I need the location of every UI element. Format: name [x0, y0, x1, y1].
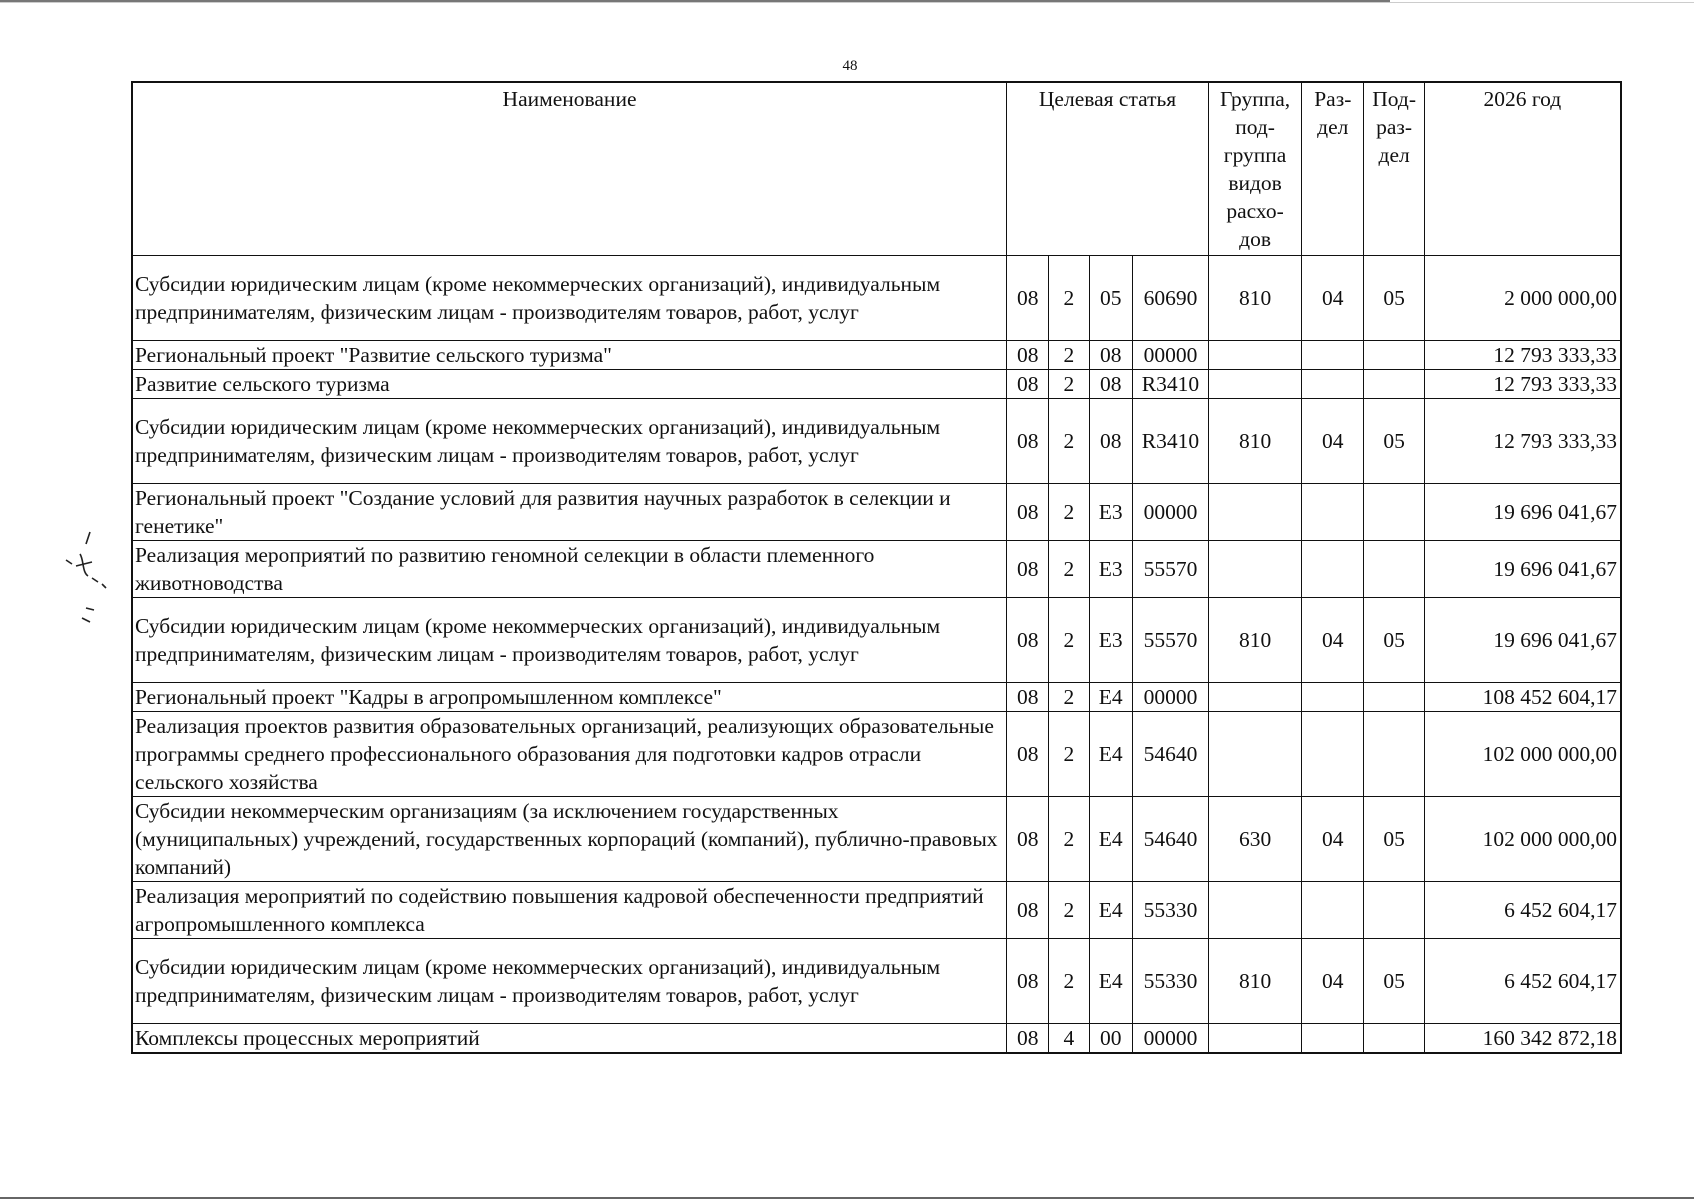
cell-group — [1209, 484, 1302, 541]
cell-name: Субсидии юридическим лицам (кроме некоммерческих организаций), индивидуальным предпринимателям, физическим лицам - производителям товаров, работ, услуг — [132, 939, 1007, 1024]
cell-name: Реализация проектов развития образовательных организаций, реализующих образовательные программы среднего профессионального образования для подготовки кадров отрасли сельского хозяйства — [132, 712, 1007, 797]
scan-bottom-edge — [0, 1197, 1694, 1199]
header-expense-group: Группа, под- группа видов расхо- дов — [1209, 82, 1302, 256]
cell-group: 810 — [1209, 598, 1302, 683]
table-row — [132, 797, 1621, 882]
cell-subprogram: 2 — [1049, 541, 1089, 598]
cell-name: Субсидии некоммерческим организациям (за исключением государственных (муниципальных) учреждений, государственных корпораций (компаний), публично-правовых компаний) — [132, 797, 1007, 882]
cell-subsection — [1364, 484, 1424, 541]
cell-subsection — [1364, 1024, 1424, 1054]
header-name: Наименование — [132, 82, 1007, 256]
cell-program: 08 — [1007, 341, 1049, 370]
cell-event: 08 — [1089, 370, 1132, 399]
cell-group: 630 — [1209, 797, 1302, 882]
table-row — [132, 1024, 1621, 1054]
cell-amount: 6 452 604,17 — [1424, 882, 1621, 939]
header-section: Раз- дел — [1302, 82, 1364, 256]
cell-group — [1209, 541, 1302, 598]
cell-subsection: 05 — [1364, 598, 1424, 683]
cell-subprogram: 2 — [1049, 939, 1089, 1024]
cell-section: 04 — [1302, 256, 1364, 341]
cell-subsection — [1364, 370, 1424, 399]
cell-group — [1209, 712, 1302, 797]
cell-subprogram: 2 — [1049, 683, 1089, 712]
budget-table — [131, 81, 1622, 1054]
cell-program: 08 — [1007, 484, 1049, 541]
cell-subsection: 05 — [1364, 256, 1424, 341]
cell-program: 08 — [1007, 712, 1049, 797]
cell-name: Субсидии юридическим лицам (кроме некоммерческих организаций), индивидуальным предпринимателям, физическим лицам - производителям товаров, работ, услуг — [132, 399, 1007, 484]
cell-name: Субсидии юридическим лицам (кроме некоммерческих организаций), индивидуальным предпринимателям, физическим лицам - производителям товаров, работ, услуг — [132, 256, 1007, 341]
cell-direction: 55570 — [1132, 598, 1208, 683]
cell-section — [1302, 541, 1364, 598]
scan-top-edge-shadow — [0, 2, 1694, 3]
cell-group — [1209, 882, 1302, 939]
cell-section — [1302, 683, 1364, 712]
cell-group: 810 — [1209, 399, 1302, 484]
page-number: 48 — [842, 58, 858, 74]
cell-program: 08 — [1007, 683, 1049, 712]
cell-event: 00 — [1089, 1024, 1132, 1054]
cell-direction: 55330 — [1132, 882, 1208, 939]
table-row — [132, 484, 1621, 541]
cell-amount: 19 696 041,67 — [1424, 541, 1621, 598]
cell-subsection — [1364, 882, 1424, 939]
cell-amount: 19 696 041,67 — [1424, 598, 1621, 683]
table-row — [132, 341, 1621, 370]
cell-section — [1302, 712, 1364, 797]
cell-event: E3 — [1089, 598, 1132, 683]
cell-group — [1209, 1024, 1302, 1054]
table-row — [132, 399, 1621, 484]
cell-amount: 160 342 872,18 — [1424, 1024, 1621, 1054]
cell-section — [1302, 484, 1364, 541]
cell-subsection — [1364, 683, 1424, 712]
cell-name: Региональный проект "Развитие сельского туризма" — [132, 341, 1007, 370]
cell-event: E4 — [1089, 797, 1132, 882]
table-row — [132, 598, 1621, 683]
cell-event: E4 — [1089, 882, 1132, 939]
table-row — [132, 683, 1621, 712]
cell-program: 08 — [1007, 797, 1049, 882]
cell-direction: 00000 — [1132, 341, 1208, 370]
cell-program: 08 — [1007, 939, 1049, 1024]
cell-name: Субсидии юридическим лицам (кроме некоммерческих организаций), индивидуальным предпринимателям, физическим лицам - производителям товаров, работ, услуг — [132, 598, 1007, 683]
cell-direction: 00000 — [1132, 484, 1208, 541]
cell-amount: 12 793 333,33 — [1424, 399, 1621, 484]
cell-program: 08 — [1007, 882, 1049, 939]
cell-name: Региональный проект "Кадры в агропромышленном комплексе" — [132, 683, 1007, 712]
cell-program: 08 — [1007, 256, 1049, 341]
cell-program: 08 — [1007, 1024, 1049, 1054]
cell-event: 08 — [1089, 399, 1132, 484]
cell-program: 08 — [1007, 370, 1049, 399]
cell-direction: R3410 — [1132, 370, 1208, 399]
cell-program: 08 — [1007, 598, 1049, 683]
cell-subsection: 05 — [1364, 399, 1424, 484]
cell-amount: 19 696 041,67 — [1424, 484, 1621, 541]
cell-event: E3 — [1089, 541, 1132, 598]
cell-subsection: 05 — [1364, 797, 1424, 882]
cell-subprogram: 2 — [1049, 399, 1089, 484]
cell-name: Региональный проект "Создание условий для развития научных разработок в селекции и генетике" — [132, 484, 1007, 541]
cell-group — [1209, 683, 1302, 712]
cell-subprogram: 2 — [1049, 370, 1089, 399]
cell-subsection: 05 — [1364, 939, 1424, 1024]
cell-direction: 54640 — [1132, 797, 1208, 882]
cell-program: 08 — [1007, 541, 1049, 598]
cell-amount: 102 000 000,00 — [1424, 797, 1621, 882]
table-header-row — [132, 82, 1621, 256]
cell-amount: 6 452 604,17 — [1424, 939, 1621, 1024]
cell-subsection — [1364, 541, 1424, 598]
cell-name: Развитие сельского туризма — [132, 370, 1007, 399]
cell-event: E4 — [1089, 683, 1132, 712]
cell-section: 04 — [1302, 797, 1364, 882]
cell-subprogram: 2 — [1049, 712, 1089, 797]
cell-group — [1209, 341, 1302, 370]
cell-subprogram: 2 — [1049, 256, 1089, 341]
cell-amount: 12 793 333,33 — [1424, 341, 1621, 370]
cell-direction: 54640 — [1132, 712, 1208, 797]
table-row — [132, 256, 1621, 341]
table-row — [132, 882, 1621, 939]
cell-name: Реализация мероприятий по содействию повышения кадровой обеспеченности предприятий агропромышленного комплекса — [132, 882, 1007, 939]
cell-amount: 108 452 604,17 — [1424, 683, 1621, 712]
cell-subsection — [1364, 341, 1424, 370]
cell-amount: 12 793 333,33 — [1424, 370, 1621, 399]
cell-direction: 55330 — [1132, 939, 1208, 1024]
cell-event: E4 — [1089, 939, 1132, 1024]
cell-section — [1302, 370, 1364, 399]
pen-marks — [58, 530, 128, 640]
cell-name: Комплексы процессных мероприятий — [132, 1024, 1007, 1054]
table-row — [132, 712, 1621, 797]
cell-subsection — [1364, 712, 1424, 797]
cell-name: Реализация мероприятий по развитию геномной селекции в области племенного животноводства — [132, 541, 1007, 598]
table-row — [132, 370, 1621, 399]
cell-direction: 55570 — [1132, 541, 1208, 598]
cell-program: 08 — [1007, 399, 1049, 484]
cell-event: E3 — [1089, 484, 1132, 541]
cell-subprogram: 2 — [1049, 882, 1089, 939]
cell-amount: 102 000 000,00 — [1424, 712, 1621, 797]
cell-direction: R3410 — [1132, 399, 1208, 484]
header-target-article: Целевая статья — [1007, 82, 1209, 256]
cell-section: 04 — [1302, 399, 1364, 484]
cell-section: 04 — [1302, 598, 1364, 683]
cell-section: 04 — [1302, 939, 1364, 1024]
cell-subprogram: 2 — [1049, 598, 1089, 683]
table-row — [132, 541, 1621, 598]
header-year: 2026 год — [1424, 82, 1621, 256]
table-row — [132, 939, 1621, 1024]
cell-direction: 00000 — [1132, 1024, 1208, 1054]
cell-amount: 2 000 000,00 — [1424, 256, 1621, 341]
cell-event: 05 — [1089, 256, 1132, 341]
header-subsection: Под- раз- дел — [1364, 82, 1424, 256]
cell-direction: 60690 — [1132, 256, 1208, 341]
cell-section — [1302, 1024, 1364, 1054]
cell-group: 810 — [1209, 256, 1302, 341]
cell-event: 08 — [1089, 341, 1132, 370]
cell-subprogram: 2 — [1049, 484, 1089, 541]
cell-event: E4 — [1089, 712, 1132, 797]
cell-section — [1302, 882, 1364, 939]
cell-section — [1302, 341, 1364, 370]
cell-subprogram: 2 — [1049, 341, 1089, 370]
cell-subprogram: 2 — [1049, 797, 1089, 882]
cell-group — [1209, 370, 1302, 399]
cell-group: 810 — [1209, 939, 1302, 1024]
cell-subprogram: 4 — [1049, 1024, 1089, 1054]
cell-direction: 00000 — [1132, 683, 1208, 712]
